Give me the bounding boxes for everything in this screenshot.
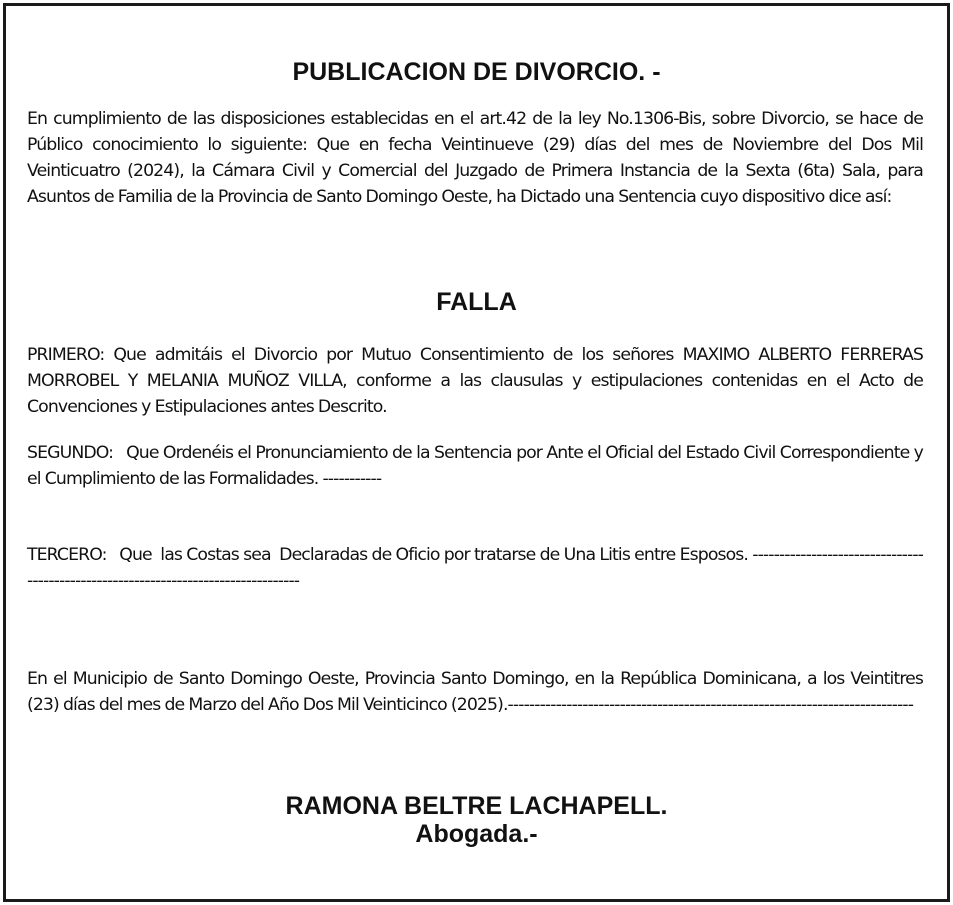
intro-paragraph: En cumplimiento de las disposiciones establecidas en el art.42 de la ley No.1306-Bis, sobre Divorcio, se hace de Público conocimiento lo siguiente: Que en fecha Veintinueve (29) días del mes de Noviembre del Dos Mil Veinticuatro (2024), la Cámara Civil y Comercial del Juzgado de Primera Instancia de la Sexta (6ta) Sala, para Asuntos de Familia de la Provincia de Santo Domingo Oeste, ha Dictado una Sentencia cuyo dispositivo dice así: xyxy=(27,109,923,207)
signer-name: RAMONA BELTRE LACHAPELL. xyxy=(285,792,668,820)
falla-heading: FALLA xyxy=(436,288,517,316)
primero-paragraph: PRIMERO: Que admitáis el Divorcio por Mutuo Consentimiento de los señores MAXIMO ALBERTO FERRERAS MORROBEL Y MELANIA MUÑOZ VILLA, conforme a las clausulas y estipulaciones contenidas en el Acto de Convenciones y Estipulaciones antes Descrito. xyxy=(27,345,923,417)
tercero-paragraph: TERCERO: Que las Costas sea Declaradas de Oficio por tratarse de Una Litis entre Esposos. ----------------------------------------------------------------------------------- xyxy=(27,545,923,591)
document-title: PUBLICACION DE DIVORCIO. - xyxy=(292,58,661,86)
closing-paragraph: En el Municipio de Santo Domingo Oeste, Provincia Santo Domingo, en la República Dominicana, a los Veintitres (23) días del mes de Marzo del Año Dos Mil Veinticinco (2025).---------------------------------------------------------------------------- xyxy=(27,669,923,715)
segundo-paragraph: SEGUNDO: Que Ordenéis el Pronunciamiento de la Sentencia por Ante el Oficial del Estado Civil Correspondiente y el Cumplimiento de las Formalidades. ----------- xyxy=(27,443,928,489)
publication-frame xyxy=(3,3,950,902)
signer-role: Abogada.- xyxy=(415,820,538,848)
